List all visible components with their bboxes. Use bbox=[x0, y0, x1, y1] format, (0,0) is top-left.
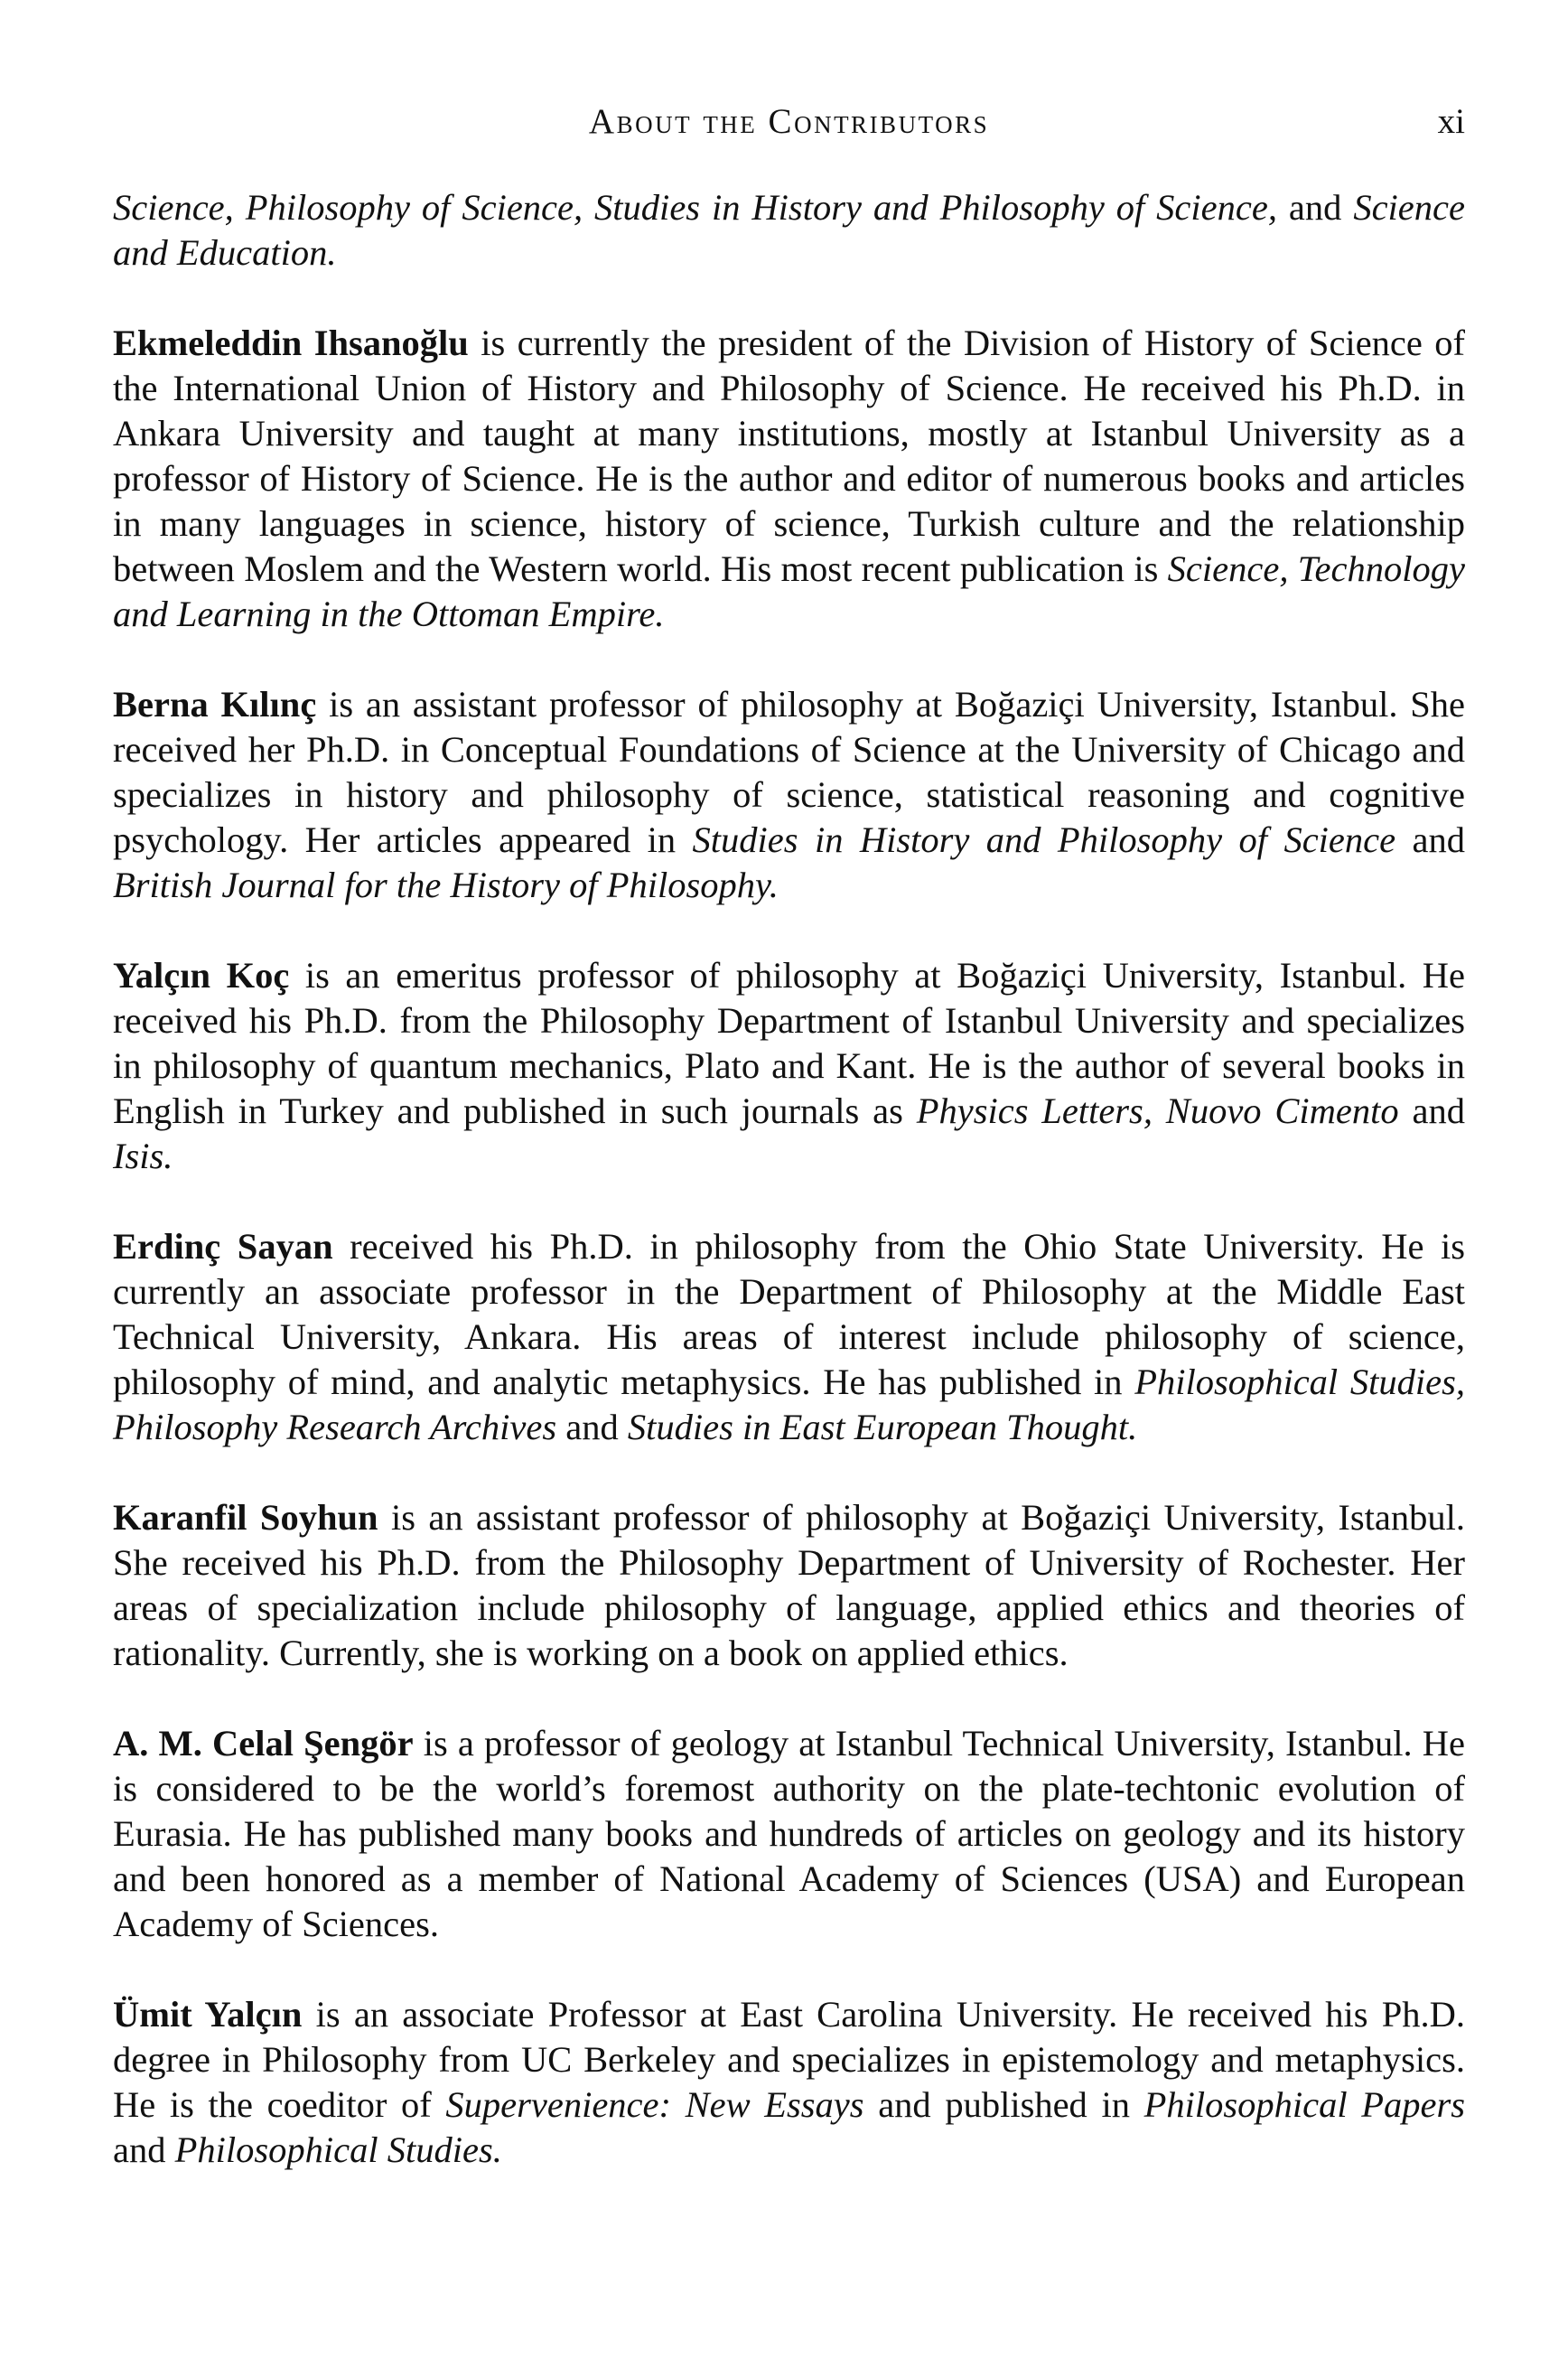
italic-title: Studies in History and Philosophy of Science bbox=[692, 819, 1396, 860]
italic-title: Philosophical Studies, Philosophy Research Archives bbox=[113, 1361, 1465, 1447]
contributors-list bbox=[113, 185, 1465, 2173]
contributor-name: A. M. Celal Şengör bbox=[113, 1723, 414, 1764]
contributor-name: Karanfil Soyhun bbox=[113, 1497, 378, 1538]
contributor-name: Berna Kılınç bbox=[113, 684, 317, 725]
contributor-entry bbox=[113, 321, 1465, 637]
contributor-entry bbox=[113, 1224, 1465, 1450]
bio-text: is currently the president of the Division of History of Science of the International Union of History and Philosophy of Science. He received his Ph.D. in Ankara University and taught at many institutions, mostly at Istanbul University as a professor of History of Science. He is the author and editor of numerous books and articles in many languages in science, history of science, Turkish culture and the relationship between Moslem and the Western world. His most recent publication is bbox=[113, 323, 1465, 589]
contributor-entry bbox=[113, 1721, 1465, 1947]
italic-title: Philosophical Papers bbox=[1143, 2084, 1465, 2125]
contributor-name: Yalçın Koç bbox=[113, 955, 290, 996]
book-page bbox=[113, 0, 1465, 2358]
contributor-entry bbox=[113, 953, 1465, 1179]
continued-entry bbox=[113, 185, 1465, 276]
running-head bbox=[113, 101, 1465, 146]
italic-title: Isis. bbox=[113, 1136, 173, 1176]
italic-title: Supervenience: New Essays bbox=[445, 2084, 864, 2125]
bio-text: is an emeritus professor of philosophy at Boğaziçi University, Istanbul. He received his Ph.D. from the Philosophy Department of Istanbul University and specializes in philosophy of quantum mechanics, Plato and Kant. He is the author of several books in English in Turkey and published in such journals as bbox=[113, 955, 1465, 1131]
running-head-title: About the Contributors bbox=[588, 102, 990, 141]
italic-title: Studies in East European Thought. bbox=[627, 1407, 1138, 1447]
bio-text: is an assistant professor of philosophy at Boğaziçi University, Istanbul. She received her Ph.D. in Conceptual Foundations of Science at the University of Chicago and specializes in history and philosophy of science, statistical reasoning and cognitive psychology. Her articles appeared in bbox=[113, 684, 1465, 860]
bio-text: and bbox=[113, 2129, 175, 2170]
bio-text: received his Ph.D. in philosophy from the Ohio State University. He is currently an associate professor in the Department of Philosophy at the Middle East Technical University, Ankara. His areas of interest include philosophy of science, philosophy of mind, and analytic metaphysics. He has published in bbox=[113, 1226, 1465, 1402]
contributor-name: Ümit Yalçın bbox=[113, 1994, 303, 2035]
bio-text: and bbox=[556, 1407, 628, 1447]
bio-text: and bbox=[1398, 1090, 1465, 1131]
italic-title: Physics Letters, Nuovo Cimento bbox=[916, 1090, 1399, 1131]
bio-text: and bbox=[1395, 819, 1465, 860]
italic-title: Science, Technology and Learning in the Ottoman Empire. bbox=[113, 548, 1465, 634]
contributor-entry bbox=[113, 682, 1465, 908]
contributor-name: Erdinç Sayan bbox=[113, 1226, 333, 1267]
contributor-entry bbox=[113, 1992, 1465, 2173]
italic-title: Science and Education. bbox=[113, 187, 1465, 273]
contributor-entry bbox=[113, 1495, 1465, 1676]
bio-text: and bbox=[1276, 187, 1354, 228]
bio-text: is an assistant professor of philosophy at Boğaziçi University, Istanbul. She received his Ph.D. from the Philosophy Department of University of Rochester. Her areas of specialization include philosophy of language, applied ethics and theories of rationality. Currently, she is working on a book on applied ethics. bbox=[113, 1497, 1465, 1673]
contributor-name: Ekmeleddin Ihsanoğlu bbox=[113, 323, 469, 363]
italic-title: British Journal for the History of Philosophy. bbox=[113, 865, 779, 905]
bio-text: is an associate Professor at East Carolina University. He received his Ph.D. degree in Philosophy from UC Berkeley and specializes in epistemology and metaphysics. He is the coeditor of bbox=[113, 1994, 1466, 2125]
italic-title: Philosophical Studies. bbox=[174, 2129, 502, 2170]
bio-text: is a professor of geology at Istanbul Technical University, Istanbul. He is considered to be the world’s foremost authority on the plate-techtonic evolution of Eurasia. He has published many books and hundreds of articles on geology and its history and been honored as a member of National Academy of Sciences (USA) and European Academy of Sciences. bbox=[113, 1723, 1465, 1944]
bio-text: and published in bbox=[863, 2084, 1144, 2125]
page-number: xi bbox=[1437, 102, 1465, 141]
italic-title: Science, Philosophy of Science, Studies in History and Philosophy of Science, bbox=[113, 187, 1277, 228]
